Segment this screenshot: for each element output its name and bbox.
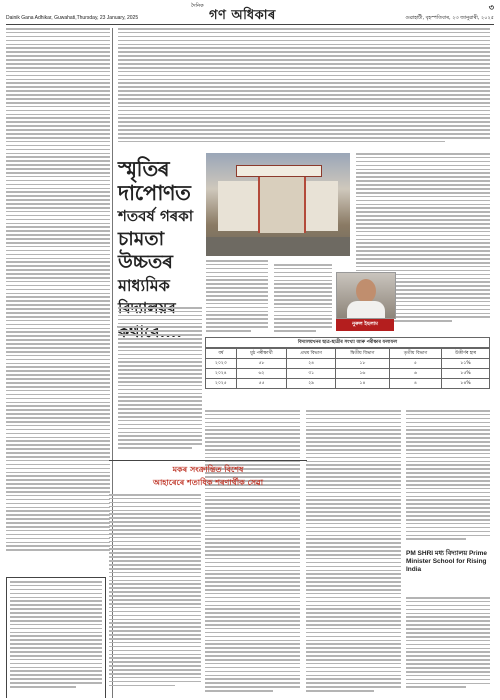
table-header: দ্বিতীয় বিভাগ bbox=[336, 349, 390, 359]
column-5-text bbox=[205, 410, 300, 695]
column-2-text bbox=[118, 307, 202, 457]
masthead-title bbox=[191, 2, 316, 22]
column-6-text bbox=[306, 410, 401, 695]
table-cell: ৬ bbox=[389, 369, 442, 379]
author-name: নুৰুল ইছলাম bbox=[336, 319, 394, 331]
headline-line-4: চামতা bbox=[118, 228, 165, 250]
column-3-text bbox=[206, 260, 268, 335]
headline-line-1: স্মৃতিৰ bbox=[118, 156, 170, 181]
table-cell: ১৮ bbox=[336, 359, 390, 369]
column-1-text bbox=[6, 28, 110, 573]
sub-headline-line-2: আহাৰেৰে শতাধিক শৰণাৰ্থীক সেৱা bbox=[152, 478, 264, 487]
table-header: প্ৰথম বিভাগ bbox=[287, 349, 336, 359]
table-row bbox=[206, 359, 490, 369]
table-cell: ৮৪% bbox=[442, 379, 490, 389]
newspaper-name: গণ অধিকাৰ bbox=[209, 8, 276, 23]
table-title: বিদ্যালয়খনৰ ছাত্ৰ-ছাত্ৰীৰ সংখ্যা আৰু পৰীক্ষাৰ ফলাফল bbox=[205, 337, 490, 348]
boxed-news-item bbox=[6, 577, 106, 698]
column-7-text bbox=[406, 410, 490, 548]
headline-line-5: উচ্চতৰ bbox=[118, 251, 173, 273]
headline-line-3: শতবৰ্ষ গৰকা bbox=[118, 207, 194, 225]
table-cell: ২০২৩ bbox=[206, 359, 237, 369]
table-header: তৃতীয় বিভাগ bbox=[389, 349, 442, 359]
table-cell: ৫৮ bbox=[236, 359, 286, 369]
table-row bbox=[206, 369, 490, 379]
main-headline bbox=[118, 157, 206, 305]
table-cell: ১৪ bbox=[336, 379, 390, 389]
table-cell: ২৯ bbox=[287, 379, 336, 389]
table-cell: ২০২৪ bbox=[206, 369, 237, 379]
table-cell: ৮৫% bbox=[442, 369, 490, 379]
newspaper-page bbox=[6, 2, 494, 698]
table-cell: ৫ bbox=[389, 359, 442, 369]
table-cell: ৮১% bbox=[442, 359, 490, 369]
table-cell: ৪ bbox=[389, 379, 442, 389]
boxed-news-text bbox=[10, 581, 102, 696]
author-photo bbox=[336, 272, 396, 319]
side-headline: PM SHRI মধ্য বিদ্যালয় Prime Minister School for Rising India bbox=[406, 550, 488, 573]
masthead-dateline-english: Dainik Gana Adhikar, Guwahati,Thursday, 23 January, 2025 bbox=[6, 15, 139, 21]
table-cell: ২৪ bbox=[287, 359, 336, 369]
table-header-row bbox=[206, 349, 490, 359]
sub-headline bbox=[109, 460, 307, 491]
column-4-text bbox=[274, 264, 332, 336]
headline-line-6: মাধ্যমিক bbox=[118, 276, 170, 295]
sub-headline-line-1: মকৰ সংক্ৰান্তিত বিশেষ bbox=[172, 465, 244, 474]
masthead bbox=[6, 2, 494, 25]
headline-line-2: দাপোণত bbox=[118, 180, 191, 205]
table-cell: ৬২ bbox=[236, 369, 286, 379]
table-cell: ১৬ bbox=[336, 369, 390, 379]
table-header: মুঠ পৰীক্ষাৰ্থী bbox=[236, 349, 286, 359]
data-table bbox=[205, 348, 490, 389]
table-header: উত্তীৰ্ণৰ হাৰ bbox=[442, 349, 490, 359]
table-row bbox=[206, 379, 490, 389]
author-box bbox=[336, 272, 396, 332]
results-table bbox=[205, 337, 490, 407]
masthead-dateline-assamese: গুৱাহাটী, বৃহস্পতিবাৰ, ২৩ জানুৱাৰী, ২০২৫ bbox=[405, 15, 494, 21]
table-cell: ২০২৫ bbox=[206, 379, 237, 389]
table-header: বৰ্ষ bbox=[206, 349, 237, 359]
table-cell: ৫৫ bbox=[236, 379, 286, 389]
table-cell: ৩১ bbox=[287, 369, 336, 379]
page-number: ৩ bbox=[488, 3, 494, 12]
school-photo bbox=[206, 153, 350, 256]
column-8-text bbox=[406, 597, 490, 697]
intro-paragraph bbox=[118, 28, 490, 148]
sub-story-text bbox=[109, 494, 201, 694]
masthead-label: দৈনিক bbox=[191, 3, 204, 9]
